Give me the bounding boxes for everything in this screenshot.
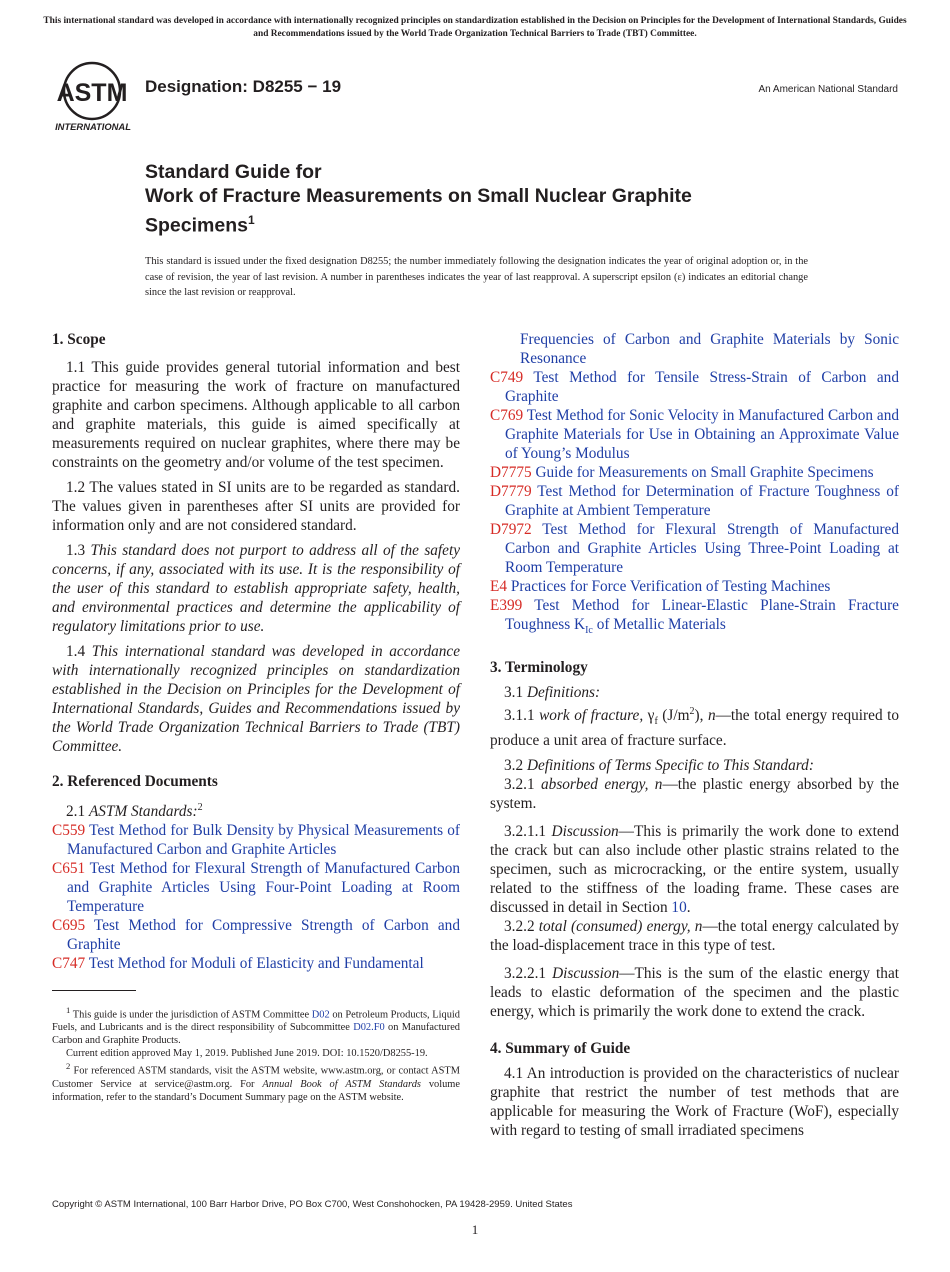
def-3-1-1-symbol: γ [647, 707, 655, 725]
ref-title[interactable]: Test Method for Bulk Density by Physical Measurements of Manufactured Carbon and Graphite Articles [67, 822, 460, 859]
scope-1-1: 1.1 This guide provides general tutorial information and best practice for measuring the work of fracture on manufactured graphite and carbon specimens. Although applicable to all carbon and graphite materials, this guide is aimed specifically at measurements required on nuclear graphites, where there may be constraints on the geometry and/or volume of the test specimen. [52, 359, 460, 471]
disc-3-2-1-1-label: Discussion [551, 823, 619, 841]
footnote-2-text-b: volume information, refer to the standard’s Document Summary page on the ASTM website. [52, 1078, 461, 1103]
ref-code[interactable]: E4 [490, 578, 507, 595]
footnote-1 [52, 1004, 460, 1047]
def-3-1-1-unit-exponent: 2 [689, 706, 695, 718]
title-line-2: Work of Fracture Measurements on Small Nuclear Graphite [145, 185, 692, 207]
ref-title-subscript[interactable]: Ic [585, 625, 593, 637]
definition-total-energy [490, 917, 899, 955]
ref-code[interactable]: C559 [52, 822, 86, 840]
ref-code[interactable]: C747 [52, 955, 86, 973]
definitions-3-1-label: Definitions: [526, 684, 601, 702]
top-note: This international standard was developed in accordance with internationally recognized principles on standardization established in the Decision on Principles for the Development of International Standards, Guides and Recommendations issued by the World Trade Organization Technical Barriers to Trade (TBT) Committee. [43, 16, 907, 39]
definitions-3-1-number: 3.1 [504, 684, 524, 702]
astm-logo-graphic [52, 58, 134, 134]
ref-code[interactable]: E399 [490, 597, 523, 614]
disc-3-2-1-1-end: . [686, 899, 691, 917]
ref-code[interactable]: C695 [52, 917, 86, 935]
disc-3-2-1-1-text: —This is primarily the work done to extend the crack but can also include other plastic strains related to the specimen, such as microcracking, or the entire system, usually related to the stiffness of the loading frame. These cases are discussed in detail in Section [490, 823, 899, 917]
definition-work-of-fracture [490, 702, 899, 750]
ref-c747[interactable] [52, 954, 460, 973]
ref-d7775[interactable] [490, 463, 899, 482]
ref-c749[interactable] [490, 368, 899, 406]
disc-3-2-2-1-label: Discussion [552, 965, 620, 983]
ref-c769[interactable] [490, 406, 899, 463]
referenced-heading: 2. Referenced Documents [52, 773, 218, 790]
ref-code[interactable]: C749 [490, 369, 524, 386]
title-footnote-mark: 1 [247, 213, 255, 227]
scope-heading: 1. Scope [52, 331, 106, 348]
discussion-3-2-2-1 [490, 964, 899, 1021]
def-3-1-1-symbol-subscript: f [654, 716, 658, 728]
astm-standards-subheading [52, 798, 460, 821]
def-3-1-1-unit-end: ), [694, 707, 704, 725]
scope-1-2: 1.2 The values stated in SI units are to be regarded as standard. The values given in parentheses after SI units are provided for information only and are not considered standard. [52, 479, 460, 534]
designation: Designation: D8255 − 19 [145, 77, 342, 96]
title-line-3 [145, 208, 865, 238]
left-column [52, 330, 460, 973]
astm-standards-number: 2.1 [66, 803, 86, 821]
title-line-1: Standard Guide for [145, 161, 322, 183]
definition-absorbed-energy [490, 775, 899, 813]
ref-e399[interactable] [490, 596, 899, 640]
scope-1-4-text: This international standard was developed in accordance with internationally recognized principles on standardization established in the Decision on Principles for the Development of International Standards, Guides and Recommendations issued by the World Trade Organization Technical Barriers to Trade (TBT) Committee. [52, 643, 460, 755]
committee-d02-link[interactable]: D02 [311, 1009, 330, 1021]
ref-title[interactable]: Test Method for Linear-Elastic Plane-Strain Fracture Toughness K [505, 597, 899, 633]
logo-subtext: INTERNATIONAL [55, 121, 131, 132]
definitions-3-1 [490, 683, 899, 702]
footnote-2-text-a: For referenced ASTM standards, visit the ASTM website, www.astm.org, or contact ASTM Customer Service at service@astm.org. For [52, 1065, 460, 1090]
def-3-2-1-definition: —the plastic energy absorbed by the system. [490, 776, 900, 813]
ref-title-tail[interactable]: of Metallic Materials [592, 616, 726, 633]
ref-title[interactable]: Test Method for Compressive Strength of Carbon and Graphite [67, 917, 460, 954]
ref-code[interactable]: D7779 [490, 483, 532, 500]
scope-1-3 [52, 541, 460, 636]
summary-heading: 4. Summary of Guide [490, 1040, 631, 1058]
terminology-heading: 3. Terminology [490, 659, 588, 677]
ref-code[interactable]: C651 [52, 860, 86, 878]
def-3-2-2-number: 3.2.2 [504, 918, 535, 936]
disc-3-2-1-1-number: 3.2.1.1 [504, 823, 547, 841]
ref-title[interactable]: Test Method for Moduli of Elasticity and Fundamental [88, 955, 424, 973]
definitions-3-2 [490, 756, 899, 775]
page-number: 1 [471, 1222, 479, 1237]
ref-c747-continued[interactable] [490, 330, 899, 368]
def-3-2-1-term: absorbed energy, n [541, 776, 663, 794]
astm-standards-footnote-mark: 2 [197, 802, 203, 813]
footnote-1-text-b: on Petroleum Products, Liquid Fuels, and Lubricants and is the direct responsibility of Subcommittee [52, 1009, 460, 1034]
footnotes [52, 1004, 460, 1104]
def-3-2-2-term: total (consumed) energy, n [538, 918, 703, 936]
discussion-3-2-1-1 [490, 822, 899, 917]
footnote-2 [52, 1060, 460, 1103]
ref-c559[interactable] [52, 821, 460, 859]
disc-3-2-2-1-text: —This is the sum of the elastic energy that leads to elastic deformation of the specimen and the plastic energy, which is primarily the work done to extend the crack. [490, 965, 899, 1021]
astm-standards-label: ASTM Standards: [88, 803, 198, 821]
scope-1-3-text: This standard does not purport to address all of the safety concerns, if any, associated with its use. It is the responsibility of the user of this standard to establish appropriate safety, health, and environmental practices and determine the applicability of regulatory limitations prior to use. [52, 542, 461, 635]
scope-1-4 [52, 642, 460, 756]
edition-note: Current edition approved May 1, 2019. Published June 2019. DOI: 10.1520/D8255-19. [66, 1048, 428, 1060]
ref-title[interactable]: Test Method for Sonic Velocity in Manufactured Carbon and Graphite Materials for Use in Obtaining an Approximate Value of Young’s Modulus [505, 407, 899, 462]
ref-title[interactable]: Frequencies of Carbon and Graphite Materials by Sonic Resonance [520, 331, 899, 367]
footnote-1-text-a: This guide is under the jurisdiction of ASTM Committee [72, 1009, 312, 1021]
scope-1-3-number: 1.3 [66, 542, 86, 559]
astm-logo [52, 58, 134, 134]
standard-issuance-note: This standard is issued under the fixed designation D8255; the number immediately following the designation indicates the year of original adoption or, in the case of revision, the year of last revision. A number in parentheses indicates the year of last reapproval. A superscript epsilon (ε) indicates an editorial change since the last revision or reapproval. [145, 256, 808, 298]
logo-text: ASTM [56, 79, 128, 107]
subcommittee-d02f0-link[interactable]: D02.F0 [353, 1022, 385, 1034]
ref-title[interactable]: Test Method for Tensile Stress-Strain of Carbon and Graphite [505, 369, 899, 405]
ref-title[interactable]: Test Method for Flexural Strength of Manufactured Carbon and Graphite Articles Using Three-Point Loading at Room Temperature [505, 521, 899, 576]
ref-d7972[interactable] [490, 520, 899, 577]
ref-code[interactable]: D7972 [490, 521, 532, 538]
ref-code[interactable]: D7775 [490, 464, 532, 481]
footnote-1-text-c: on Manufactured Carbon and Graphite Products. [52, 1022, 460, 1047]
def-3-2-1-number: 3.2.1 [504, 776, 535, 794]
def-3-1-1-definition: —the total energy required to produce a unit area of fracture surface. [490, 707, 899, 750]
footnote-2-mark: 2 [66, 1061, 71, 1072]
definitions-3-2-label: Definitions of Terms Specific to This Standard: [526, 757, 814, 775]
ref-d7779[interactable] [490, 482, 899, 520]
ref-title[interactable]: Test Method for Determination of Fracture Toughness of Graphite at Ambient Temperature [505, 483, 899, 519]
def-3-1-1-term: work of fracture, [539, 707, 644, 725]
footnote-2-italic: Annual Book of ASTM Standards [262, 1078, 421, 1090]
def-3-1-1-noun-mark: n [707, 707, 716, 725]
ref-title[interactable]: Practices for Force Verification of Testing Machines [510, 578, 831, 595]
right-column [490, 330, 899, 1140]
ref-c651[interactable] [52, 859, 460, 916]
footnote-1-mark: 1 [66, 1005, 71, 1015]
disc-3-2-2-1-number: 3.2.2.1 [504, 965, 547, 983]
summary-4-1: 4.1 An introduction is provided on the characteristics of nuclear graphite that restrict the number of test methods that are applicable for measuring the Work of Fracture (WoF), especially with regard to testing of small irradiated specimens [490, 1065, 899, 1140]
ref-code[interactable]: C769 [490, 407, 524, 424]
section-10-link[interactable]: 10 [671, 899, 687, 917]
ref-c695[interactable] [52, 916, 460, 954]
definitions-3-2-number: 3.2 [504, 757, 524, 775]
title-line-3-text: Specimens [145, 214, 248, 237]
scope-1-4-number: 1.4 [66, 643, 86, 660]
def-3-1-1-number: 3.1.1 [504, 707, 535, 725]
ref-e4[interactable] [490, 577, 899, 596]
document-title [145, 160, 865, 238]
def-3-1-1-unit: (J/m [662, 707, 690, 725]
copyright-footer: Copyright © ASTM International, 100 Barr Harbor Drive, PO Box C700, West Conshohocken, PA 19428-2959. United States [52, 1199, 573, 1210]
ref-title[interactable]: Test Method for Flexural Strength of Manufactured Carbon and Graphite Articles Using Four-Point Loading at Room Temperature [67, 860, 460, 916]
def-3-2-2-definition: —the total energy calculated by the load-displacement trace in this type of test. [490, 918, 899, 955]
footnote-rule [52, 990, 136, 991]
american-national-standard: An American National Standard [758, 84, 898, 95]
ref-title[interactable]: Guide for Measurements on Small Graphite Specimens [535, 464, 874, 481]
